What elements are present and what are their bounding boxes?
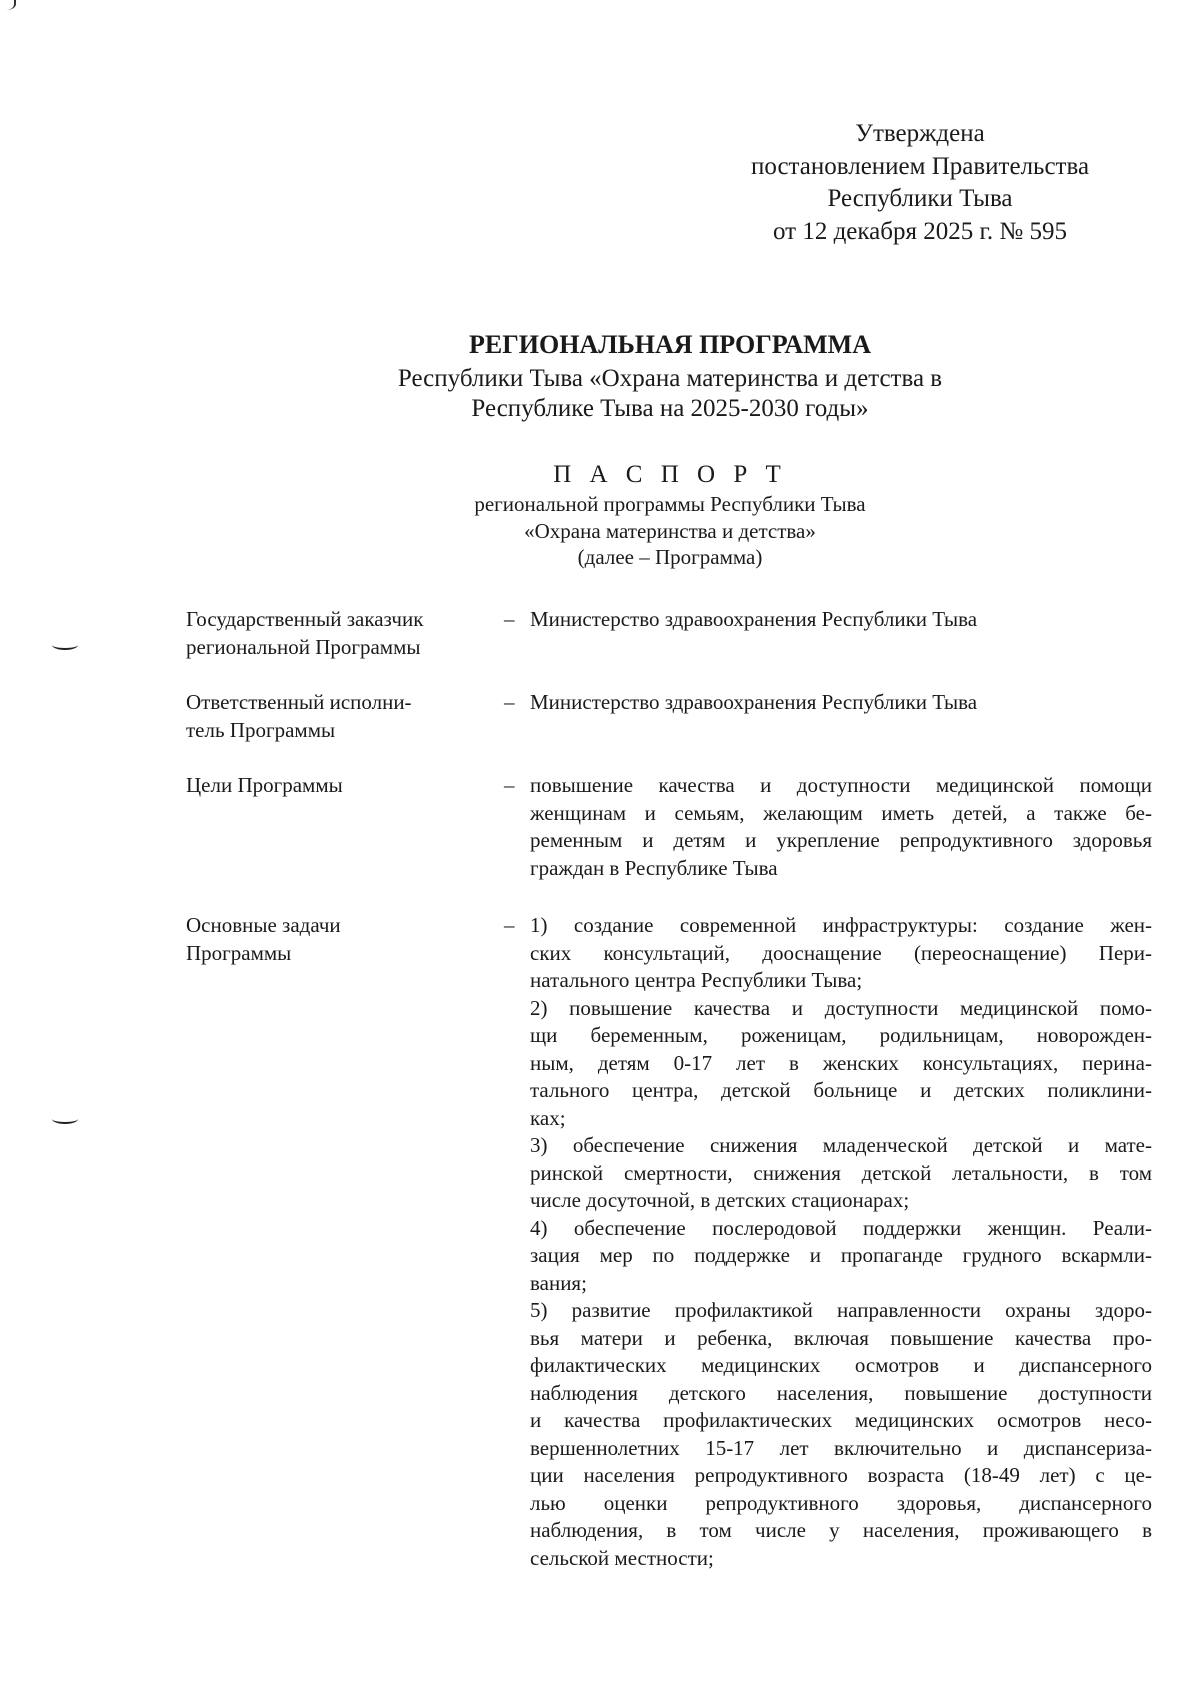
row-value-line: числе досуточной, в детских стационарах; xyxy=(530,1188,910,1212)
row-value-line: 1) создание современной инфраструктуры: создание жен- xyxy=(530,913,1152,937)
row-value-line: 5) развитие профилактикой направленности охраны здоро- xyxy=(530,1298,1152,1322)
row-value-line: тального центра, детской больнице и детских поликлини- xyxy=(530,1078,1152,1102)
program-subtitle-line: Республики Тыва «Охрана материнства и детства в xyxy=(397,365,943,392)
row-value-line: вершеннолетних 15-17 лет включительно и диспансериза- xyxy=(530,1435,1152,1460)
row-value-line: вья матери и ребенка, включая повышение качества про- xyxy=(530,1325,1152,1350)
row-value-line: ках; xyxy=(530,1105,566,1130)
row-value-line: 2) повышение качества и доступности медицинской помо- xyxy=(530,995,1152,1020)
row-value-line: филактических медицинских осмотров и диспансерного xyxy=(530,1353,1152,1377)
program-subtitle-line: Республике Тыва на 2025-2030 годы» xyxy=(471,395,869,422)
row-label-line: Ответственный исполни- xyxy=(186,690,412,714)
passport-subtitle-line: региональной программы Республики Тыва xyxy=(474,492,866,516)
row-value-line: натального центра Республики Тыва; xyxy=(530,968,863,992)
passport-subtitle-line: (далее – Программа) xyxy=(577,545,763,569)
approval-line: Утверждена xyxy=(855,120,985,147)
program-subtitle xyxy=(0,364,1200,424)
row-value-line: щи беременным, роженицам, родильницам, новорожден- xyxy=(530,1023,1152,1047)
row-label-line: Основные задачи xyxy=(186,913,341,937)
row-label xyxy=(186,689,486,744)
row-label-line: Государственный заказчик xyxy=(186,607,424,631)
row-value-line: сельской местности; xyxy=(530,1545,714,1570)
row-value-line: наблюдения, в том числе у населения, проживающего в xyxy=(530,1518,1152,1542)
row-value-line: лью оценки репродуктивного здоровья, диспансерного xyxy=(530,1490,1152,1515)
row-value-line: 3) обеспечение снижения младенческой детской и мате- xyxy=(530,1133,1152,1157)
row-dash: – xyxy=(504,773,515,797)
corner-scan-mark xyxy=(0,0,16,10)
row-label-line: тель Программы xyxy=(186,717,336,742)
row-value xyxy=(530,772,1152,882)
row-value xyxy=(530,689,1152,717)
row-value-line: ции населения репродуктивного возраста (18-49 лет) с це- xyxy=(530,1463,1152,1487)
row-label xyxy=(186,772,486,800)
row-label xyxy=(186,912,486,967)
approval-line: постановлением Правительства xyxy=(750,152,1090,180)
row-dash: – xyxy=(504,913,515,937)
row-value-line: и качества профилактических медицинских осмотров несо- xyxy=(530,1408,1152,1432)
row-value-line: ринской смертности, снижения детской летальности, в том xyxy=(530,1160,1152,1185)
approval-line: от 12 декабря 2025 г. № 595 xyxy=(772,217,1068,245)
passport-subtitle xyxy=(0,491,1200,571)
program-title: РЕГИОНАЛЬНАЯ ПРОГРАММА xyxy=(469,330,871,359)
row-value-line: Министерство здравоохранения Республики Тыва xyxy=(530,690,978,714)
passport-title: П А С П О Р Т xyxy=(553,461,787,488)
row-value-line: ских консультаций, дооснащение (переоснащение) Пери- xyxy=(530,940,1152,965)
row-value-line: граждан в Республике Тыва xyxy=(530,855,778,880)
row-value-line: ременным и детям и укрепление репродуктивного здоровья xyxy=(530,828,1152,852)
row-dash: – xyxy=(504,607,515,631)
row-value-line: ным, детям 0-17 лет в женских консультациях, перина- xyxy=(530,1050,1152,1075)
row-value xyxy=(530,606,1152,634)
approval-line: Республики Тыва xyxy=(827,185,1013,212)
row-label xyxy=(186,606,486,661)
passport-subtitle-line: «Охрана материнства и детства» xyxy=(524,518,816,543)
row-value-line: наблюдения детского населения, повышение доступности xyxy=(530,1380,1152,1405)
margin-scan-mark xyxy=(52,640,78,650)
row-label-line: региональной Программы xyxy=(186,634,421,659)
row-value xyxy=(530,912,1152,1572)
approval-stamp-block xyxy=(720,118,1120,248)
row-label-line: Цели Программы xyxy=(186,773,343,797)
row-label-line: Программы xyxy=(186,940,292,965)
row-value-line: Министерство здравоохранения Республики Тыва xyxy=(530,607,978,631)
row-dash: – xyxy=(504,690,515,714)
row-value-line: зация мер по поддержке и пропаганде грудного вскармли- xyxy=(530,1243,1152,1267)
row-value-line: повышение качества и доступности медицинской помощи xyxy=(530,773,1152,797)
row-value-line: вания; xyxy=(530,1270,587,1295)
row-value-line: женщинам и семьям, желающим иметь детей, а также бе- xyxy=(530,800,1152,825)
row-value-line: 4) обеспечение послеродовой поддержки женщин. Реали- xyxy=(530,1215,1152,1240)
margin-scan-mark xyxy=(52,1114,78,1124)
